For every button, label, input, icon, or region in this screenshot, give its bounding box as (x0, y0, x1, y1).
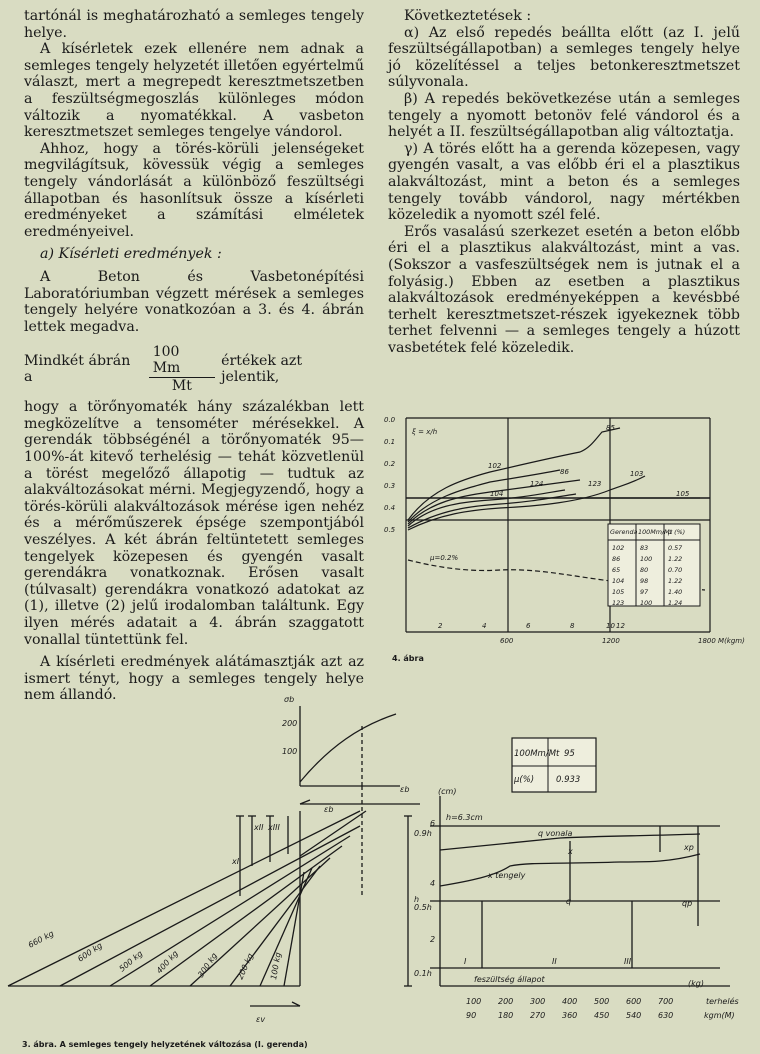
figure-3-caption: 3. ábra. A semleges tengely helyzetének változása (I. gerenda) (22, 1040, 308, 1049)
state-label: feszültség állapot (474, 975, 545, 984)
curve-label: 105 (676, 490, 690, 498)
table-value: 0.933 (556, 775, 581, 785)
table-header: 100Mm/Mt (638, 528, 673, 536)
bottom-mark: 4 (482, 622, 487, 630)
h-label: h (414, 895, 420, 904)
left-column (24, 8, 364, 704)
section-heading: a) Kísérleti eredmények : (40, 246, 222, 263)
load-label: 200 kg (235, 952, 256, 981)
stage-label: I (464, 957, 467, 966)
x-label: xI (232, 857, 240, 866)
table-cell: 1.22 (668, 577, 683, 585)
curve-label: 102 (488, 462, 502, 470)
table-cell: 1.22 (668, 555, 683, 563)
table-cell: 102 (612, 544, 625, 552)
figure-4-caption: 4. ábra (392, 654, 424, 663)
formula-denominator: Mt (171, 378, 192, 395)
load-tick: 180 (498, 1011, 514, 1020)
y-axis-label: ξ = x/h (412, 428, 438, 436)
load-tick: 300 (530, 997, 546, 1006)
y-tick-right: 4 (430, 879, 436, 888)
figure-3-table (512, 738, 596, 792)
curve-label: 123 (588, 480, 602, 488)
bottom-mark: 6 (526, 622, 531, 630)
stage-label: III (624, 957, 632, 966)
x-tick: 1800 M(kgm) (698, 637, 745, 645)
y-tick: 0.4 (384, 504, 396, 512)
load-label: 300 kg (196, 951, 220, 980)
load-tick: 270 (530, 1011, 546, 1020)
paragraph: A kísérleti eredmények alátámasztják azt az ismert tényt, hogy a semleges tengely helye nem állandó. (24, 654, 364, 704)
y-tick: 0.0 (384, 416, 396, 424)
curve-label: 85 (606, 424, 615, 432)
stage-label: II (552, 957, 557, 966)
load-tick: 450 (594, 1011, 610, 1020)
x-label: xIII (268, 823, 280, 832)
formula-line (24, 345, 364, 393)
bottom-mark: 2 (438, 622, 443, 630)
table-cell: 100 (640, 599, 653, 607)
x-tick: 600 (500, 637, 514, 645)
eps-b-label: εb (324, 805, 334, 814)
curve-label: 86 (560, 468, 569, 476)
h-value: h=6.3cm (446, 813, 483, 822)
table-label: 100Mm/Mt (514, 749, 560, 759)
y-tick: 0.1h (414, 969, 432, 978)
y-tick: 0.2 (384, 460, 396, 468)
q-label: q (566, 897, 572, 906)
formula-numerator: 100 Mm (149, 344, 215, 378)
load-tick: 630 (658, 1011, 674, 1020)
table-cell: 105 (612, 588, 625, 596)
y-tick: 0.5 (384, 526, 396, 534)
figure-4-table (608, 524, 700, 607)
formula-fraction (149, 344, 215, 395)
q-vonala-label: q vonala (538, 829, 573, 838)
load-label: 500 kg (117, 948, 145, 974)
bottom-mark: 8 (570, 622, 575, 630)
x-tengely-label: x tengely (488, 871, 526, 880)
load-tick: 100 (466, 997, 482, 1006)
paragraph: tartónál is meghatározható a semleges tengely helye. (24, 8, 364, 41)
y-tick: 0.9h (414, 829, 432, 838)
table-label: μ(%) (514, 775, 535, 785)
eps-v-label: εv (256, 1015, 266, 1024)
table-cell: 97 (640, 588, 649, 596)
formula-prefix: Mindkét ábrán a (24, 352, 131, 386)
load-tick: 500 (594, 997, 610, 1006)
y-tick: 0.3 (384, 482, 396, 490)
xp-label: xp (684, 843, 694, 852)
dashed-label: μ=0.2% (430, 554, 459, 562)
load-row2-suffix: kgm(M) (704, 1011, 735, 1020)
y-tick-right: 2 (430, 935, 436, 944)
table-cell: 83 (640, 544, 649, 552)
paragraph: A kísérletek ezek ellenére nem adnak a semleges tengely helyzetét illetően egyértelmű választ, mert a megrepedt keresztmetszetben a feszültségmegoszlás különleges módon változik a nyomatékkal. A vasbeton keresztmetszet semleges tengelye vándorol. (24, 41, 364, 141)
table-cell: 104 (612, 577, 625, 585)
table-cell: 65 (612, 566, 621, 574)
load-tick: 700 (658, 997, 674, 1006)
table-cell: 0.57 (668, 544, 683, 552)
table-header: Gerenda (610, 528, 638, 536)
y-tick: 0.5h (414, 903, 432, 912)
y-tick: 0.1 (384, 438, 396, 446)
eps-b2-label: εb (400, 785, 410, 794)
paragraph: hogy a törőnyomaték hány százalékban lett megközelítve a tensométer mérésekkel. A gerendák többségénél a törőnyomaték 95—100%-át kitevő terhelésig — tehát közvetlenül a törést megelőző állapotig — tudtuk az alakváltozásokat mérni. Megjegyzendő, hogy a törés-körüli alakváltozások mérése igen nehéz és a mérőműszerek épsége szempontjából veszélyes. A két ábrán feltüntetett semleges tengelyek közepesen és gyengén vasalt gerendákra vonatkoznak. Erősen vasalt (túlvasalt) gerendákra vonatkozó adatokat az (1), illetve (2) jelű irodalomban találtunk. Egy ilyen mérés adatait a 4. ábrán szaggatott vonallal tüntettünk fel. (24, 399, 364, 648)
table-header: μ (%) (668, 528, 686, 536)
load-tick: 200 (498, 997, 514, 1006)
paragraph: β) A repedés bekövetkezése után a semleges tengely a nyomott betonöv felé vándorol és a helyét a II. feszültségállapotban alig változtatja. (388, 90, 740, 141)
load-tick: 360 (562, 1011, 578, 1020)
table-cell: 100 (640, 555, 653, 563)
table-cell: 86 (612, 555, 621, 563)
paragraph: Erős vasalású szerkezet esetén a beton előbb éri el a plasztikus alakváltozást, mint a vas. (Sokszor a vasfeszültségek nem is jutnak el a folyásig.) Ebben az esetben a plasztikus alakváltozások eredményeképpen a kevésbbé terhelt keresztmetszet-részek igyekeznek több terhet felvenni — a semleges tengely a húzott vasbetétek felé közeledik. (388, 223, 740, 356)
paragraph: α) Az első repedés beállta előtt (az I. jelű feszültségállapotban) a semleges tengely helye jó közelítéssel a teljes betonkeresztmetszet súlyvonala. (388, 24, 740, 91)
load-label: 660 kg (26, 928, 56, 950)
y-tick-right: 6 (430, 819, 436, 828)
table-cell: 1.24 (668, 599, 683, 607)
sigma-tick: 200 (282, 719, 298, 728)
curve-label: 124 (530, 480, 544, 488)
load-label: 600 kg (76, 940, 104, 964)
load-tick: 540 (626, 1011, 642, 1020)
paragraph: γ) A törés előtt ha a gerenda közepesen, vagy gyengén vasalt, a vas előbb éri el a plasztikus alakváltozást, mint a beton és a semleges tengely tovább vándorol, nagy mértékben közeledik a nyomott szél felé. (388, 140, 740, 224)
load-tick: 90 (466, 1011, 477, 1020)
paragraph: Ahhoz, hogy a törés-körüli jelenségeket megvilágítsuk, kövessük végig a semleges tengely vándorlását a különböző feszültségi állapotban és hasonlítsuk össze a kísérleti eredményeket a számítási elméletek eredményeivel. (24, 140, 364, 240)
x-small-label: x (568, 847, 573, 856)
x-label: xII (254, 823, 264, 832)
figure-4 (380, 410, 760, 670)
load-row1-suffix: terhelés (706, 997, 739, 1006)
sigma-tick: 100 (282, 747, 298, 756)
table-cell: 80 (640, 566, 649, 574)
qp-label: qp (682, 899, 693, 908)
x-tick: 1200 (602, 637, 620, 645)
section-heading: Következtetések : (404, 8, 532, 24)
figure-3 (0, 686, 760, 1026)
table-cell: 123 (612, 599, 625, 607)
paragraph: A Beton és Vasbetonépítési Laboratóriumban végzett mérések a semleges tengely helyére vonatkozóan a 3. és 4. ábrán lettek megadva. (24, 268, 364, 335)
curve-label: 103 (630, 470, 644, 478)
bottom-mark: 12 (616, 622, 625, 630)
formula-suffix: értékek azt jelentik, (221, 352, 303, 386)
cm-label: (cm) (438, 787, 457, 796)
table-cell: 1.40 (668, 588, 683, 596)
sigma-label: σb (284, 695, 295, 704)
bottom-mark: 10 (606, 622, 615, 630)
load-label: 100 kg (269, 951, 283, 981)
table-cell: 0.70 (668, 566, 683, 574)
load-tick: 600 (626, 997, 642, 1006)
right-column (388, 8, 740, 356)
curve-label: 104 (490, 490, 504, 498)
kg-label: (kg) (688, 979, 704, 988)
table-value: 95 (564, 749, 575, 759)
table-cell: 98 (640, 577, 649, 585)
load-label: 400 kg (154, 948, 180, 976)
load-tick: 400 (562, 997, 578, 1006)
